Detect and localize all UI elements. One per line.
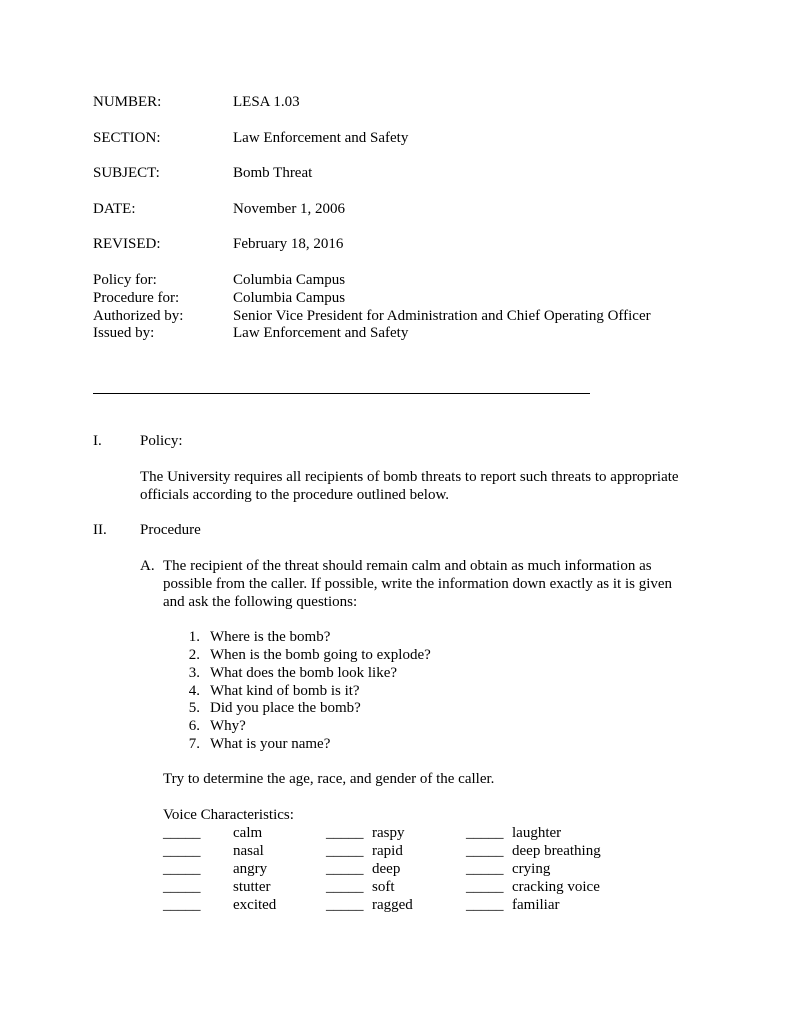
checkbox-blank[interactable]: _____ (326, 897, 364, 913)
question-text: Did you place the bomb? (210, 700, 361, 716)
checkbox-blank[interactable]: _____ (326, 843, 364, 859)
subject-label: SUBJECT: (93, 165, 160, 181)
question-text: What kind of bomb is it? (210, 683, 360, 699)
voice-option: laughter (512, 825, 562, 841)
voice-option: rapid (372, 843, 403, 859)
question-number: 1. (188, 629, 200, 645)
authorized-by-label: Authorized by: (93, 308, 184, 324)
header-divider (93, 393, 590, 394)
voice-option: excited (233, 897, 277, 913)
procedure-for-label: Procedure for: (93, 290, 180, 306)
voice-option: nasal (233, 843, 264, 859)
voice-option: angry (233, 861, 268, 877)
number-label: NUMBER: (93, 94, 162, 110)
voice-option: familiar (512, 897, 560, 913)
issued-by-value: Law Enforcement and Safety (233, 325, 409, 341)
voice-option: cracking voice (512, 879, 600, 895)
question-text: What is your name? (210, 736, 331, 752)
checkbox-blank[interactable]: _____ (326, 825, 364, 841)
subject-value: Bomb Threat (233, 165, 313, 181)
voice-option: crying (512, 861, 551, 877)
voice-option: deep breathing (512, 843, 601, 859)
voice-option: stutter (233, 879, 271, 895)
checkbox-blank[interactable]: _____ (163, 861, 201, 877)
date-value: November 1, 2006 (233, 201, 346, 217)
question-text: Why? (210, 718, 246, 734)
checkbox-blank[interactable]: _____ (466, 879, 504, 895)
policy-heading: Policy: (140, 433, 183, 449)
section-value: Law Enforcement and Safety (233, 130, 409, 146)
checkbox-blank[interactable]: _____ (466, 843, 504, 859)
section-label: SECTION: (93, 130, 161, 146)
checkbox-blank[interactable]: _____ (466, 825, 504, 841)
question-number: 4. (188, 683, 200, 699)
authorized-by-value: Senior Vice President for Administration and Chief Operating Officer (233, 308, 651, 324)
procedure-numeral: II. (93, 522, 107, 538)
question-text: What does the bomb look like? (210, 665, 398, 681)
item-a-letter: A. (140, 558, 155, 574)
policy-text-line1: The University requires all recipients of bomb threats to report such threats to appropriate (140, 469, 679, 485)
question-number: 3. (188, 665, 200, 681)
question-number: 2. (188, 647, 200, 663)
item-a-line1: The recipient of the threat should remain calm and obtain as much information as (163, 558, 652, 574)
number-value: LESA 1.03 (233, 94, 300, 110)
policy-for-value: Columbia Campus (233, 272, 346, 288)
voice-option: raspy (372, 825, 405, 841)
item-a-line2: possible from the caller. If possible, write the information down exactly as it is given (163, 576, 673, 592)
question-number: 7. (188, 736, 200, 752)
question-text: When is the bomb going to explode? (210, 647, 431, 663)
item-a-line3: and ask the following questions: (163, 594, 358, 610)
policy-for-label: Policy for: (93, 272, 157, 288)
procedure-for-value: Columbia Campus (233, 290, 346, 306)
question-number: 5. (188, 700, 200, 716)
voice-option: soft (372, 879, 395, 895)
voice-option: ragged (372, 897, 413, 913)
voice-option: deep (372, 861, 401, 877)
determine-caller-text: Try to determine the age, race, and gender of the caller. (163, 771, 495, 787)
checkbox-blank[interactable]: _____ (466, 897, 504, 913)
checkbox-blank[interactable]: _____ (163, 897, 201, 913)
checkbox-blank[interactable]: _____ (466, 861, 504, 877)
date-label: DATE: (93, 201, 136, 217)
revised-label: REVISED: (93, 236, 161, 252)
issued-by-label: Issued by: (93, 325, 155, 341)
checkbox-blank[interactable]: _____ (163, 879, 201, 895)
revised-value: February 18, 2016 (233, 236, 344, 252)
checkbox-blank[interactable]: _____ (163, 843, 201, 859)
question-number: 6. (188, 718, 200, 734)
checkbox-blank[interactable]: _____ (326, 861, 364, 877)
checkbox-blank[interactable]: _____ (326, 879, 364, 895)
voice-characteristics-heading: Voice Characteristics: (163, 807, 294, 823)
policy-text-line2: officials according to the procedure outlined below. (140, 487, 450, 503)
policy-numeral: I. (93, 433, 102, 449)
procedure-heading: Procedure (140, 522, 201, 538)
question-text: Where is the bomb? (210, 629, 331, 645)
voice-option: calm (233, 825, 263, 841)
checkbox-blank[interactable]: _____ (163, 825, 201, 841)
